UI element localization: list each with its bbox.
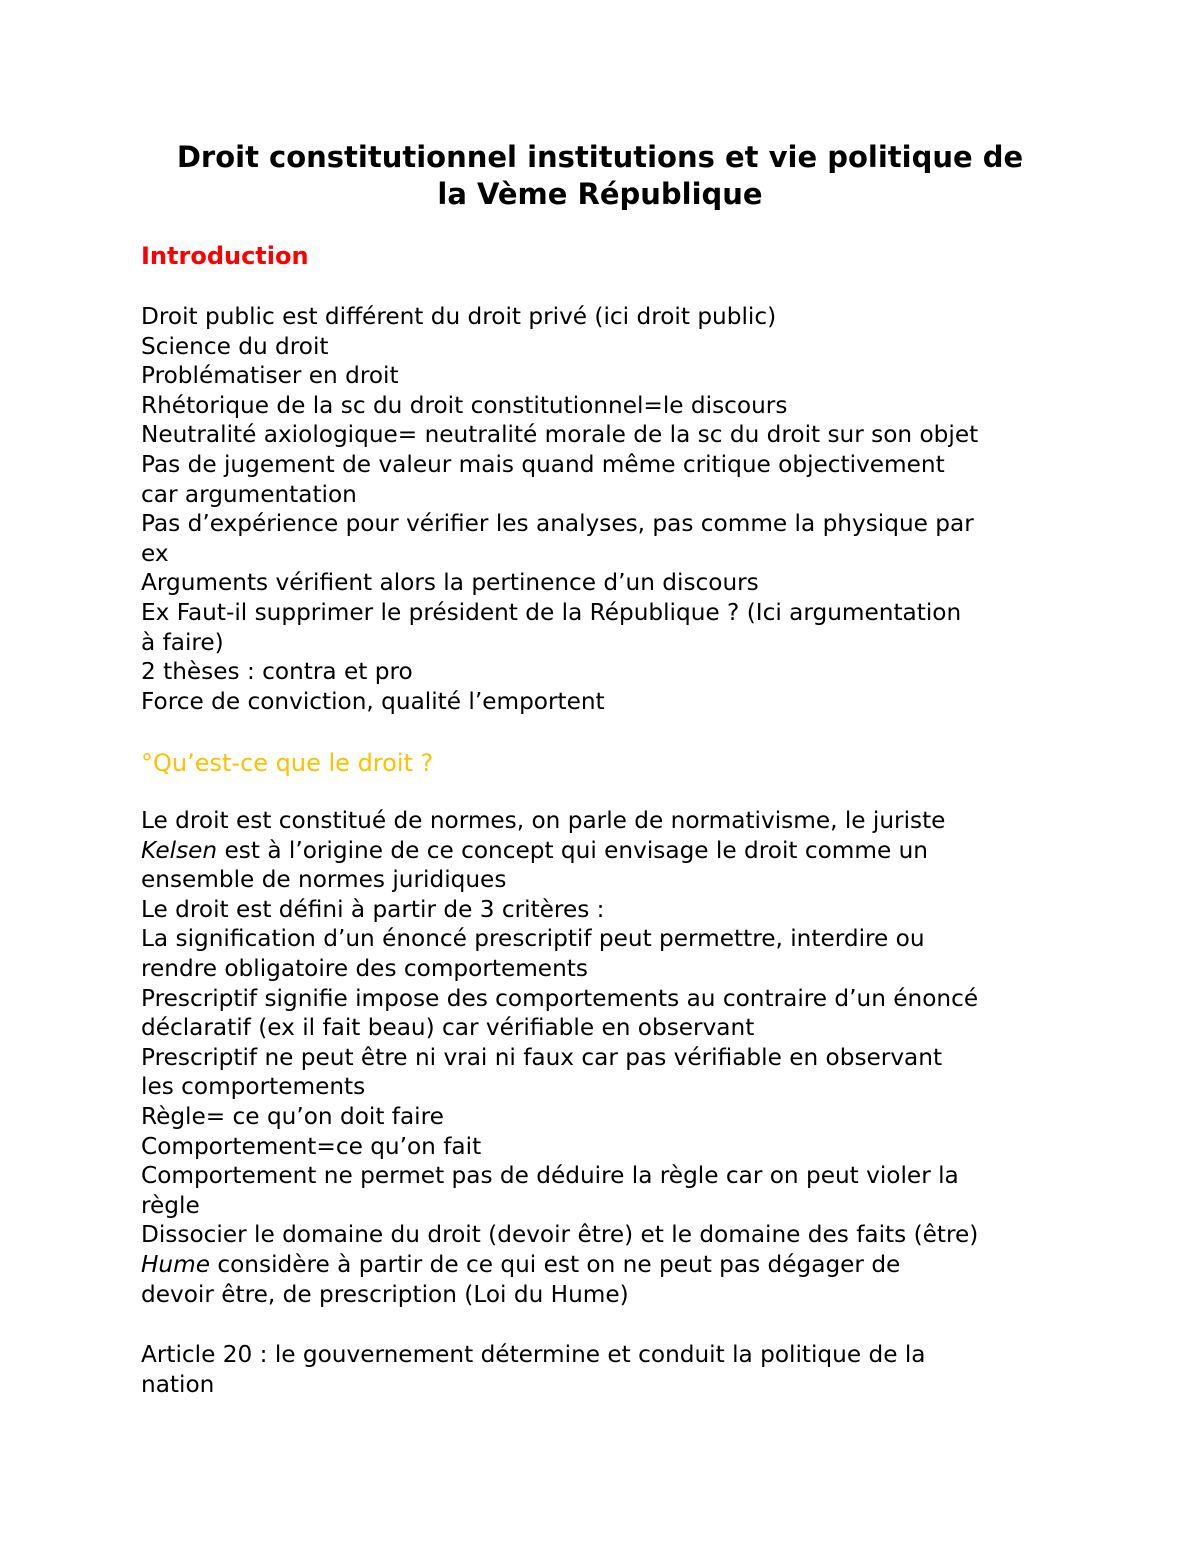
text-line: Neutralité axiologique= neutralité morale de la sc du droit sur son objet bbox=[141, 421, 979, 449]
text-fragment: considère à partir de ce qui est on ne peut pas dégager de bbox=[210, 1250, 901, 1278]
author-name-kelsen: Kelsen bbox=[141, 836, 218, 864]
text-line: Pas d’expérience pour vérifier les analyses, pas comme la physique par bbox=[141, 510, 974, 538]
text-line: Comportement ne permet pas de déduire la règle car on peut violer la bbox=[141, 1162, 959, 1190]
text-line: Le droit est constitué de normes, on parle de normativisme, le juriste bbox=[141, 807, 946, 834]
text-line bbox=[141, 1250, 1071, 1280]
text-line: Le droit est défini à partir de 3 critères : bbox=[141, 895, 605, 923]
text-line: devoir être, de prescription (Loi du Hume) bbox=[141, 1280, 629, 1308]
text-line: Prescriptif ne peut être ni vrai ni faux car pas vérifiable en observant bbox=[141, 1043, 943, 1071]
introduction-heading: Introduction bbox=[141, 242, 309, 270]
text-line: Rhétorique de la sc du droit constitutionnel=le discours bbox=[141, 391, 788, 419]
text-line: Ex Faut-il supprimer le président de la République ? (Ici argumentation bbox=[141, 598, 962, 626]
text-line: car argumentation bbox=[141, 480, 357, 508]
author-name-hume: Hume bbox=[141, 1250, 210, 1278]
text-line: Comportement=ce qu’on fait bbox=[141, 1132, 482, 1160]
text-line: à faire) bbox=[141, 628, 224, 656]
text-line: rendre obligatoire des comportements bbox=[141, 954, 588, 982]
text-line: Prescriptif signifie impose des comportements au contraire d’un énoncé bbox=[141, 984, 979, 1012]
article-paragraph bbox=[141, 1340, 1071, 1399]
text-line: nation bbox=[141, 1370, 215, 1398]
text-line: Arguments vérifient alors la pertinence d’un discours bbox=[141, 569, 759, 597]
text-line: Force de conviction, qualité l’emportent bbox=[141, 687, 605, 715]
introduction-paragraph bbox=[141, 302, 1071, 716]
droit-section-paragraph bbox=[141, 806, 1071, 1309]
text-line: La signification d’un énoncé prescriptif peut permettre, interdire ou bbox=[141, 925, 925, 953]
title-line: Droit constitutionnel institutions et vie politique de bbox=[176, 140, 1024, 174]
text-line: Problématiser en droit bbox=[141, 362, 399, 390]
text-line: Science du droit bbox=[141, 332, 329, 360]
text-line: 2 thèses : contra et pro bbox=[141, 658, 413, 686]
text-line: ex bbox=[141, 539, 169, 567]
text-line: Pas de jugement de valeur mais quand même critique objectivement bbox=[141, 450, 945, 478]
text-line: Dissocier le domaine du droit (devoir être) et le domaine des faits (être) bbox=[141, 1221, 979, 1249]
text-line: les comportements bbox=[141, 1073, 366, 1101]
text-line: Règle= ce qu’on doit faire bbox=[141, 1102, 444, 1130]
text-line: déclaratif (ex il fait beau) car vérifiable en observant bbox=[141, 1014, 755, 1042]
text-line bbox=[141, 836, 1071, 866]
document-title bbox=[130, 139, 1070, 213]
text-fragment: est à l’origine de ce concept qui envisage le droit comme un bbox=[217, 836, 928, 864]
droit-section-heading: °Qu’est-ce que le droit ? bbox=[141, 749, 434, 777]
text-line: Droit public est différent du droit privé (ici droit public) bbox=[141, 303, 777, 330]
text-line: ensemble de normes juridiques bbox=[141, 866, 507, 894]
title-line: la Vème République bbox=[437, 177, 763, 211]
text-line: règle bbox=[141, 1191, 200, 1219]
text-line: Article 20 : le gouvernement détermine et conduit la politique de la bbox=[141, 1341, 926, 1368]
